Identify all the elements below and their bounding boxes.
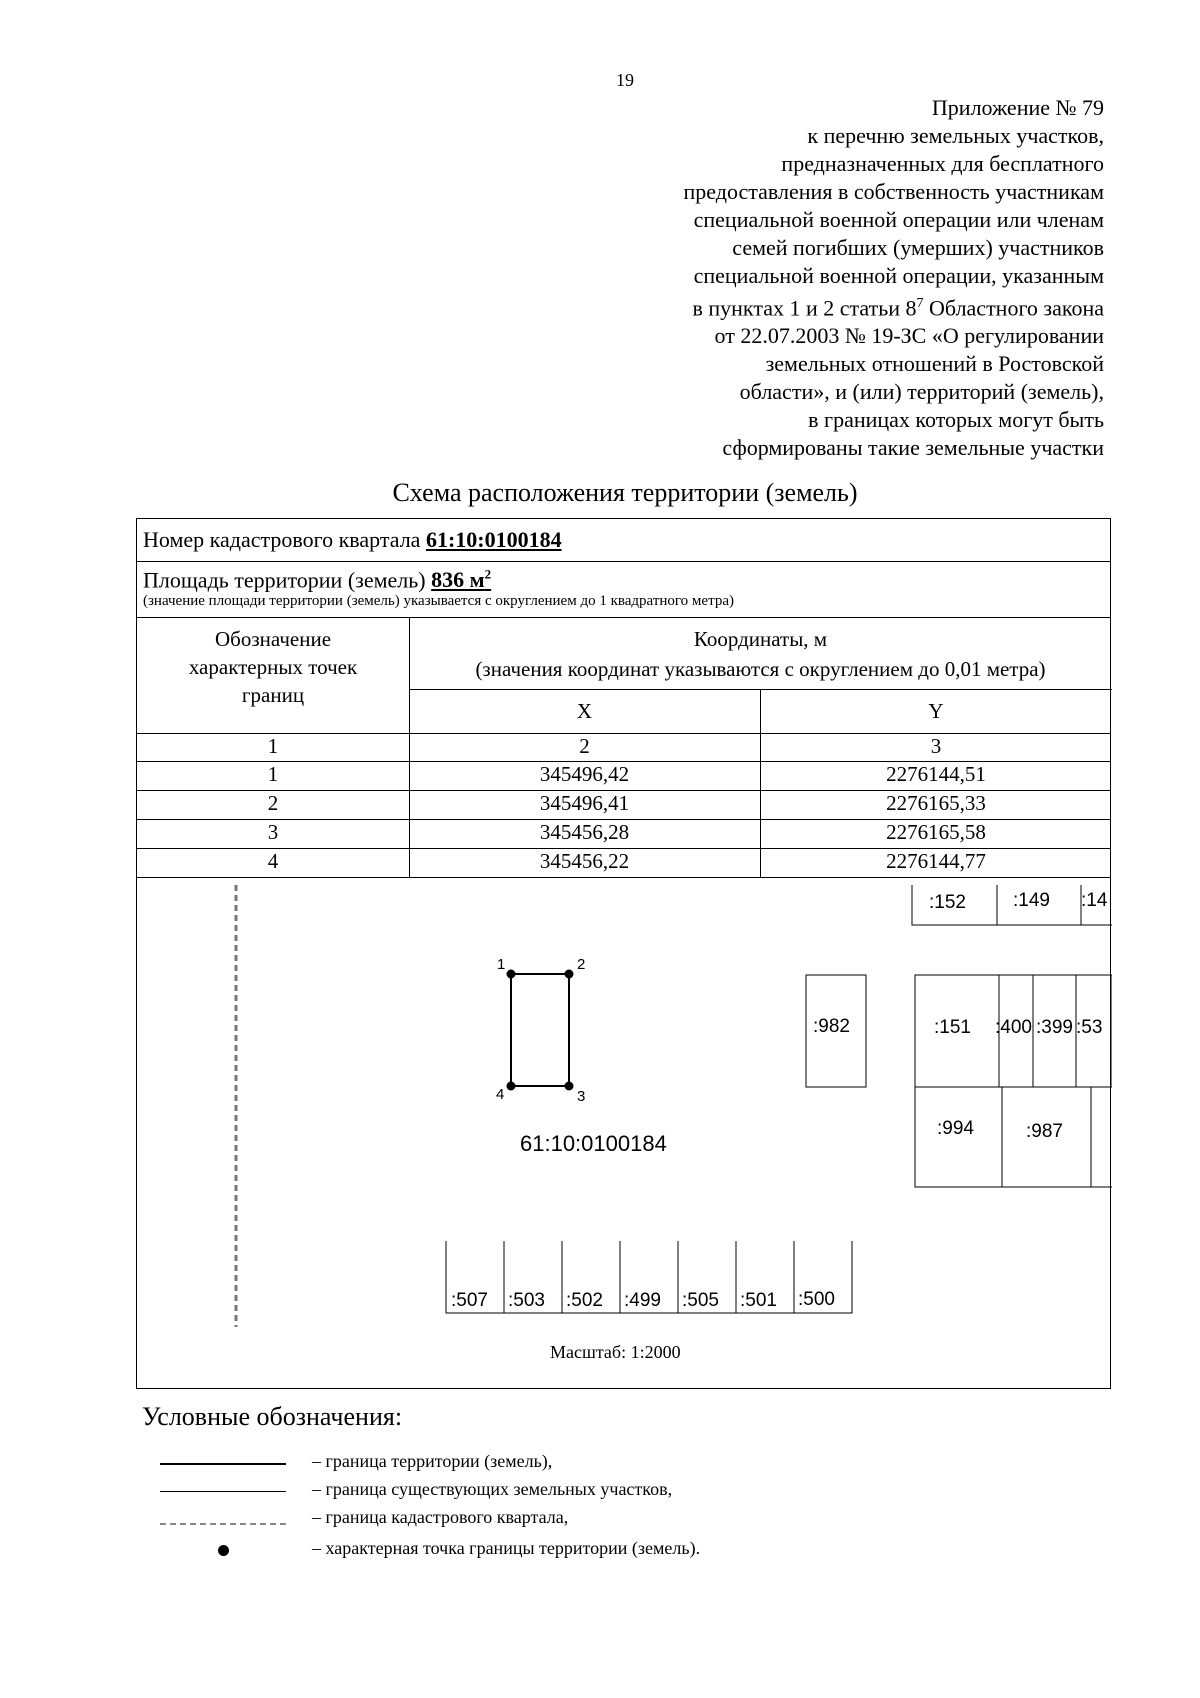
table-row-point: 4 xyxy=(267,849,279,873)
annex-line: от 22.07.2003 № 19-ЗС «О регулировании xyxy=(714,323,1104,349)
annex-line: семей погибших (умерших) участников xyxy=(732,235,1104,260)
index-cell: 3 xyxy=(930,734,942,758)
annex-line xyxy=(544,290,1104,322)
index-cell: 2 xyxy=(579,734,590,758)
annex-line: земельных отношений в Ростовской xyxy=(765,351,1104,377)
parcel-label: :507 xyxy=(451,1290,488,1311)
scheme-title: Схема расположения территории (земель) xyxy=(392,478,858,507)
y-header: Y xyxy=(928,699,944,723)
map-drawing xyxy=(137,877,1112,1389)
parcel-label: :14 xyxy=(1081,890,1108,911)
row-divider xyxy=(137,561,1110,562)
annex-line-tail: Областного закона xyxy=(923,295,1104,321)
parcel-label: :149 xyxy=(1013,890,1050,911)
annex-line: специальной военной операции или членам xyxy=(693,207,1104,232)
annex-line: к перечню земельных участков, xyxy=(807,123,1104,148)
point-dot-icon xyxy=(218,1545,229,1556)
annex-line: предназначенных для бесплатного xyxy=(781,151,1104,176)
parcel-label: :499 xyxy=(624,1290,661,1311)
table-row-y: 2276165,33 xyxy=(886,791,986,815)
parcel-label: :53 xyxy=(1076,1017,1103,1038)
parcel-boundary xyxy=(915,975,1112,1187)
legend-text: – граница территории (земель), xyxy=(312,1451,553,1471)
scheme-map xyxy=(137,877,1112,1389)
page-number: 19 xyxy=(616,70,634,90)
boundary-point xyxy=(507,970,516,979)
cadastral-label: Номер кадастрового квартала xyxy=(143,527,426,552)
table-row-x: 345496,42 xyxy=(539,762,630,786)
points-header: Обозначение характерных точек границ xyxy=(188,627,358,707)
parcel-label: :987 xyxy=(1026,1121,1063,1142)
parcel-label: :994 xyxy=(937,1118,974,1139)
annex-superscript: 7 xyxy=(916,296,924,311)
parcel-label: :399 xyxy=(1036,1017,1073,1038)
table-row-x: 345496,41 xyxy=(539,791,630,815)
annex-line-text: в пунктах 1 и 2 статьи 8 xyxy=(692,295,917,321)
x-header: X xyxy=(576,699,593,723)
table-row-y: 2276144,77 xyxy=(886,849,986,873)
area-label: Площадь территории (земель) xyxy=(143,567,432,593)
legend-title: Условные обозначения: xyxy=(142,1402,403,1431)
row-divider xyxy=(409,689,1112,690)
parcel-label: :151 xyxy=(934,1017,971,1038)
parcel-label: :503 xyxy=(508,1290,545,1311)
parcel-label: :505 xyxy=(682,1290,719,1311)
annex-line: предоставления в собственность участникам xyxy=(683,179,1104,204)
row-divider xyxy=(137,617,1110,618)
annex-line: сформированы такие земельные участки xyxy=(722,435,1104,461)
annex-header xyxy=(544,94,1104,462)
boundary-point xyxy=(565,1082,574,1091)
table-row-point: 2 xyxy=(267,791,279,815)
area-note: (значение площади территории (земель) указывается с округлением до 1 квадратного метра) xyxy=(143,593,734,609)
annex-line: в границах которых могут быть xyxy=(808,407,1104,433)
scheme-frame xyxy=(136,518,1111,1389)
parcel-label: :400 xyxy=(995,1017,1032,1038)
annex-line: Приложение № 79 xyxy=(931,95,1104,120)
parcel-label: :502 xyxy=(566,1290,603,1311)
parcel-label: :982 xyxy=(813,1016,850,1037)
table-row-y: 2276144,51 xyxy=(886,762,986,786)
boundary-point xyxy=(565,970,574,979)
legend-item xyxy=(142,1507,942,1535)
territory-boundary xyxy=(511,974,569,1086)
index-cell: 1 xyxy=(267,734,279,758)
table-row-point: 3 xyxy=(267,820,279,844)
point-label: 4 xyxy=(496,1086,505,1103)
coords-note: (значения координат указываются с округлением до 0,01 метра) xyxy=(475,657,1046,681)
cadastral-row xyxy=(143,527,562,553)
parcel-label: :152 xyxy=(929,892,966,913)
legend-text: – характерная точка границы территории (земель). xyxy=(312,1538,701,1558)
point-label: 3 xyxy=(577,1088,586,1105)
table-row-y: 2276165,58 xyxy=(886,820,986,844)
parcel-label: :501 xyxy=(740,1290,777,1311)
area-value: 836 $м^2$ xyxy=(431,567,492,593)
coords-header: Координаты, м xyxy=(693,627,828,651)
table-row-point: 1 xyxy=(267,762,279,786)
legend-text: – граница кадастрового квартала, xyxy=(312,1507,569,1527)
table-row-x: 345456,22 xyxy=(539,849,630,873)
point-label: 1 xyxy=(497,956,506,973)
legend-item xyxy=(142,1451,942,1479)
parcel-label: :500 xyxy=(798,1289,835,1310)
cadastral-number: 61:10:0100184 xyxy=(425,527,562,552)
quarter-label: 61:10:0100184 xyxy=(520,1131,667,1156)
annex-line: области», и (или) территорий (земель), xyxy=(739,379,1104,405)
territory-line-symbol xyxy=(160,1463,286,1465)
parcel-line-symbol xyxy=(160,1491,286,1492)
legend-text: – граница существующих земельных участков, xyxy=(312,1479,673,1499)
table-row-x: 345456,28 xyxy=(539,820,630,844)
point-label: 2 xyxy=(577,956,586,973)
annex-line: специальной военной операции, указанным xyxy=(693,263,1104,288)
area-row xyxy=(143,567,491,593)
legend-item xyxy=(142,1479,942,1507)
quarter-line-symbol xyxy=(160,1523,286,1525)
map-scale: Масштаб: 1:2000 xyxy=(550,1342,681,1362)
boundary-point xyxy=(507,1082,516,1091)
legend-item xyxy=(142,1538,942,1566)
